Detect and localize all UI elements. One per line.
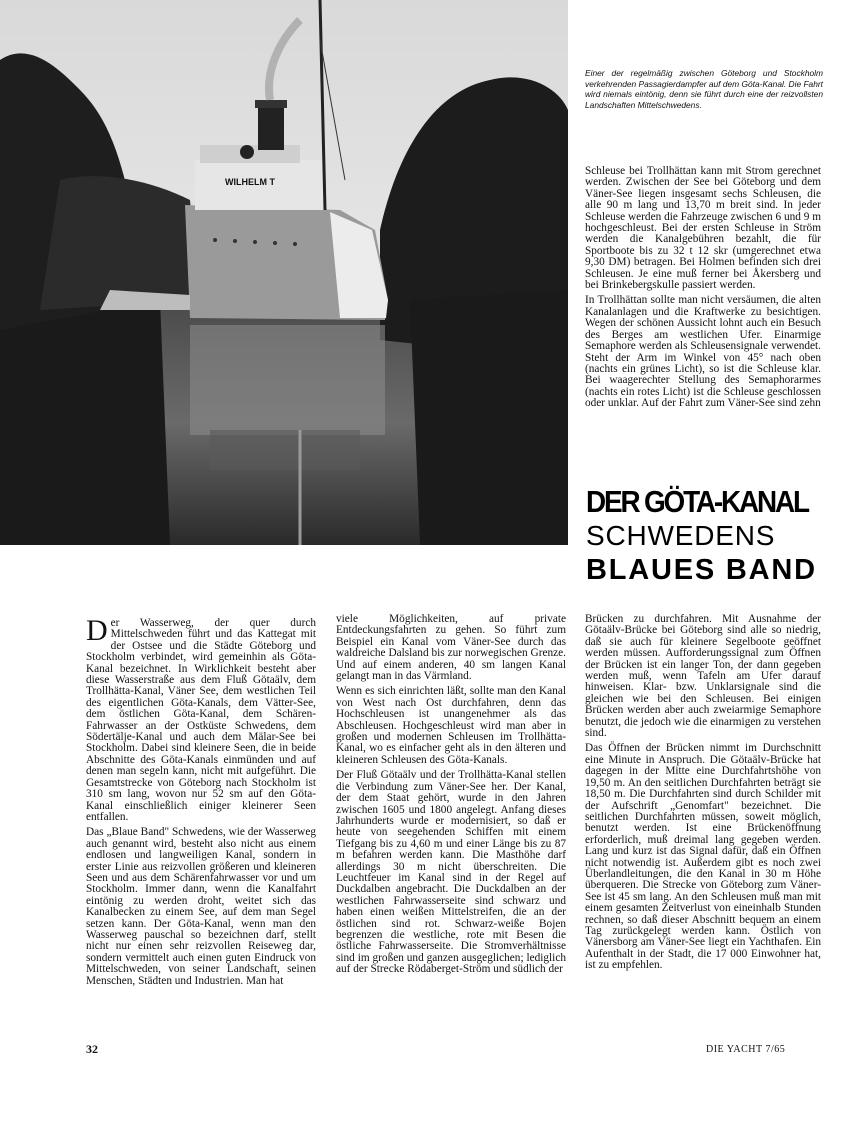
photo-caption: Einer der regelmäßig zwischen Göteborg und Stockholm verkehrenden Passagierdampfer auf dem Göta-Kanal. Die Fahrt wird niemals eintönig, denn sie führt durch eine der reizvollsten Landschaften Mittelschwedens. — [585, 68, 823, 110]
ship-photo — [0, 0, 568, 545]
paragraph — [86, 614, 316, 823]
text-column-2 — [336, 614, 566, 980]
ship-name-text: WILHELM T — [225, 177, 275, 187]
text-column-1 — [86, 614, 316, 991]
title-line-3: BLAUES BAND — [586, 554, 817, 586]
paragraph: Brücken zu durchfahren. Mit Ausnahme der Götaälv-Brücke bei Göteborg sind alle so niedrig, daß sie auch für kleinere Segelboote geöffnet werden müssen. Aufforderungssignal zum Öffnen der Brücken ist ein langer Ton, der dann gegeben werden muß, wenn Tafeln am Ufer darauf hinweisen. Klar- bzw. Unklarsignale sind die gleichen wie bei den Schleusen. Bei einigen Brücken werden aber auch zweiarmige Semaphore benutzt, die jedoch wie die einarmigen zu verstehen sind. — [585, 613, 821, 740]
text-column-3 — [585, 614, 821, 976]
page-number: 32 — [86, 1042, 98, 1056]
drop-cap: D — [86, 614, 108, 647]
paragraph-text: er Wasserweg, der quer durch Mittelschweden führt und das Kattegat mit der Ostsee und die Städte Göteborg und Stockholm verbindet, wird gemeinhin als Göta-Kanal bezeichnet. In Wirklichkeit besteht aber diese Wasserstraße aus dem Fluß Götaälv, dem Trollhätta-Kanal, Väner See, dem westlichen Teil des eigentlichen Göta-Kanals, dem Vätter-See, dem östlichen Göta-Kanal, dem Schären-Fahrwasser an der Ostküste Schwedens, dem Södertälje-Kanal und auch dem Mälar-See bei Stockholm. Dabei sind kleinere Seen, die in beide Abschnitte des Göta-Kanals einmünden und auf denen man segeln kann, nicht mit aufgeführt. Die Gesamtstrecke von Göteborg nach Stockholm ist 310 sm lang, wovon nur 52 sm auf den Göta-Kanal einschließlich einiger kleinerer Seen entfallen. — [86, 617, 316, 823]
title-line-1: DER GÖTA-KANAL — [586, 484, 808, 519]
paragraph: In Trollhättan sollte man nicht versäumen, die alten Kanalanlagen und die Kraftwerke zu besichtigen. Wegen der schönen Aussicht lohnt auch ein Besuch des Berges am westlichen Ufer. Einarmige Semaphore werden als Schleusensignale verwendet. Steht der Arm im Winkel von 45° nach oben (nachts ein grünes Licht), so ist die Schleuse klar. Bei waagerechter Stellung des Semaphorarmes (nachts ein rotes Licht) ist die Schleuse geschlossen oder unklar. Auf der Fahrt zum Väner-See sind zehn — [585, 294, 821, 410]
paragraph: Wenn es sich einrichten läßt, sollte man den Kanal von West nach Ost durchfahren, denn das Hochschleusen ist unangenehmer als das Abschleusen. Hochgeschleust wird man aber in großen und modernen Schleusen im Trollhätta-Kanal, wo es einfacher geht als in den älteren und kleineren Schleusen des Göta-Kanals. — [336, 685, 566, 766]
text-column-top-right — [585, 166, 821, 414]
top-rule — [568, 0, 842, 1]
paragraph: Der Fluß Götaälv und der Trollhätta-Kanal stellen die Verbindung zum Väner-See her. Der Kanal, der dem Staat gehört, wurde in den Jahren zwischen 1605 und 1800 angelegt. Anfang dieses Jahrhunderts wurde er modernisiert, so daß er heute von seegehenden Schiffen mit einem Tiefgang bis zu 4,60 m und einer Länge bis zu 87 m befahren werden kann. Die Masthöhe darf allerdings 30 m nicht überschreiten. Die Leuchtfeuer im Kanal sind in der Regel auf Duckdalben angebracht. Die Duckdalben an der westlichen Fahrwasserseite sind schwarz und haben einen weißen Mittelstreifen, die an der östlichen sind rot. Schwarz-weiße Bojen begrenzen die westliche, rote mit Besen die östliche Fahrwasserseite. Die Stromverhältnisse sind im großen und ganzen ausgeglichen; lediglich auf der Strecke Rödaberget-Ström und südlich der — [336, 769, 566, 976]
publication-footer: DIE YACHT 7/65 — [706, 1044, 786, 1055]
paragraph: viele Möglichkeiten, auf private Entdeckungsfahrten zu gehen. So führt zum Beispiel ein Kanal vom Väner-See durch das waldreiche Dalsland bis zur norwegischen Grenze. Und auf einem anderen, 40 sm langen Kanal gelangt man in das Värmland. — [336, 613, 566, 683]
ship-photo-graphic — [0, 0, 568, 545]
article-title — [586, 484, 826, 588]
title-line-2: SCHWEDENS — [586, 520, 776, 551]
paragraph: Das Öffnen der Brücken nimmt im Durchschnitt eine Minute in Anspruch. Die Götaälv-Brücke hat dagegen in der Mitte eine Durchfahrtshöhe von 19,50 m. An den seitlichen Durchfahrten beträgt sie 18,50 m. Die Durchfahrten sind durch Schilder mit der Aufschrift „Genomfart" bezeichnet. Die seitlichen Durchfahrten müssen, soweit möglich, benutzt werden. Ist eine Brückenöffnung erforderlich, muß dreimal lang gegeben werden. Lang und kurz ist das Signal dafür, daß ein Öffnen nicht notwendig ist. Außerdem gibt es noch zwei Überlandleitungen, die den Kanal in 30 m Höhe überqueren. Die Strecke von Göteborg zum Väner-See ist 45 sm lang. An den Schleusen muß man mit einem gesamten Zeitverlust von eineinhalb Stunden rechnen, so daß dieser Abschnitt bequem an einem Tag zurückgelegt werden kann. Östlich von Vänersborg am Väner-See liegt ein Yachthafen. Ein Aufenthalt in der Stadt, die 17 000 Einwohner hat, ist zu empfehlen. — [585, 742, 821, 972]
paragraph: Das „Blaue Band" Schwedens, wie der Wasserweg auch genannt wird, besteht also nicht aus einem endlosen und langweiligen Kanal, sondern in erster Linie aus reizvollen größeren und kleineren Seen und aus dem Schärenfahrwasser vor und um Stockholm. Immer dann, wenn die Kanalfahrt eintönig zu werden droht, weitet sich das Kanalbecken zu einem See, auf dem man Segel setzen kann. Der Göta-Kanal, wenn man den Wasserweg pauschal so bezeichnen darf, stellt nicht nur einen sehr reizvollen Reiseweg dar, sondern vermittelt auch einen guten Eindruck von Mittelschweden, von seiner Landschaft, seinen Menschen, Städten und Industrien. Man hat — [86, 826, 316, 987]
paragraph: Schleuse bei Trollhättan kann mit Strom gerechnet werden. Zwischen der See bei Göteborg und dem Väner-See liegen insgesamt sechs Schleusen, die alle 90 m lang und 13,70 m breit sind. In jeder Schleuse werden die Fahrzeuge zwischen 6 und 9 m hochgeschleust. Bei der ersten Schleuse in Ström werden die Kanalgebühren bezahlt, die für Sportboote bis zu 32 t 12 skr (umgerechnet etwa 9,30 DM) betragen. Bei Holmen befinden sich drei Schleusen. Je eine muß ferner bei Åkersberg und bei Brinkebergskulle passiert werden. — [585, 165, 821, 292]
